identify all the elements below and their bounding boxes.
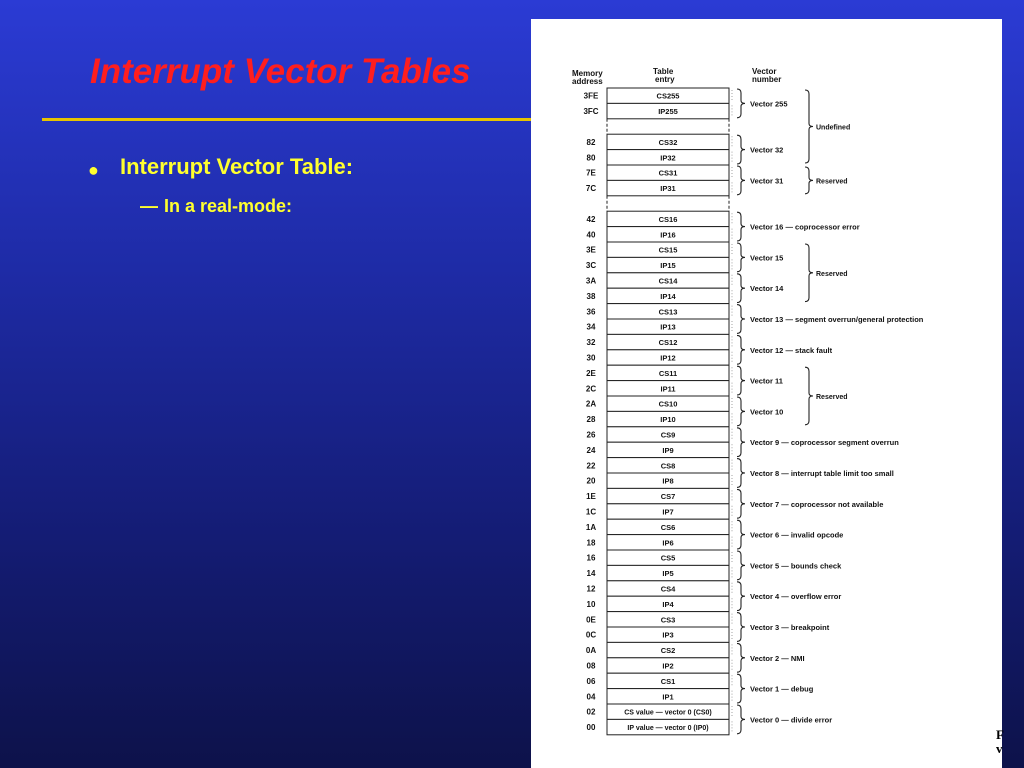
vector-label: Vector 1 — debug bbox=[750, 684, 814, 694]
vector-label: Vector 31 bbox=[750, 176, 784, 186]
memory-address-label: 1C bbox=[585, 507, 597, 517]
vector-label: Vector 11 bbox=[750, 376, 783, 386]
vector-label: Vector 10 bbox=[750, 407, 784, 417]
vector-brace bbox=[737, 459, 745, 488]
sub-bullet-text: In a real-mode: bbox=[164, 196, 293, 216]
memory-address-label: 80 bbox=[586, 153, 596, 163]
table-entry-label: IP2 bbox=[662, 661, 674, 671]
table-entry-label: CS10 bbox=[658, 399, 678, 409]
vector-label: Vector 15 bbox=[750, 253, 784, 263]
vector-label: Vector 2 — NMI bbox=[750, 653, 805, 663]
memory-address-label: 20 bbox=[586, 476, 596, 486]
corner-glyph-1: F bbox=[996, 728, 1004, 742]
memory-address-label: 2E bbox=[586, 368, 596, 378]
memory-address-label: 3A bbox=[585, 276, 597, 286]
memory-address-label: 00 bbox=[586, 723, 596, 733]
vector-brace bbox=[737, 274, 745, 303]
vector-label: Vector 7 — coprocessor not available bbox=[750, 499, 884, 509]
table-entry-label: CS16 bbox=[658, 214, 678, 224]
group-brace bbox=[805, 367, 813, 425]
group-label: Reserved bbox=[816, 394, 848, 401]
vector-brace bbox=[737, 489, 745, 518]
memory-address-label: 82 bbox=[586, 137, 596, 147]
vector-label: Vector 14 bbox=[750, 284, 784, 294]
table-entry-label: IP9 bbox=[662, 445, 674, 455]
table-entry-label: IP32 bbox=[660, 153, 676, 163]
memory-address-label: 36 bbox=[586, 307, 596, 317]
memory-address-label: 24 bbox=[586, 445, 596, 455]
vector-brace bbox=[737, 705, 745, 734]
header-entry-line1: Table bbox=[653, 67, 674, 76]
table-entry-label: IP4 bbox=[662, 599, 674, 609]
table-entry-label: CS1 bbox=[660, 676, 676, 686]
header-memory-line1: Memory bbox=[572, 69, 603, 78]
vector-brace bbox=[737, 212, 745, 241]
vector-brace bbox=[737, 243, 745, 272]
table-entry-label: CS3 bbox=[660, 615, 676, 625]
vector-brace bbox=[737, 305, 745, 334]
vector-brace bbox=[737, 428, 745, 457]
vector-table-diagram bbox=[531, 19, 1002, 768]
vector-brace bbox=[737, 674, 745, 703]
memory-address-label: 32 bbox=[586, 338, 596, 348]
memory-address-label: 30 bbox=[586, 353, 596, 363]
vector-brace bbox=[737, 397, 745, 426]
vector-brace bbox=[737, 643, 745, 672]
vector-brace bbox=[737, 613, 745, 642]
vector-label: Vector 6 — invalid opcode bbox=[750, 530, 844, 540]
table-entry-label: CS14 bbox=[658, 276, 678, 286]
table-entry-label: IP1 bbox=[662, 692, 674, 702]
sub-bullet-dash: — bbox=[140, 196, 158, 216]
memory-address-label: 7E bbox=[586, 168, 596, 178]
vector-table-figure bbox=[531, 19, 1002, 768]
table-entry-label: IP value — vector 0 (IP0) bbox=[627, 725, 709, 733]
memory-address-label: 40 bbox=[586, 230, 596, 240]
group-label: Reserved bbox=[816, 178, 848, 186]
table-entry-label: IP16 bbox=[660, 230, 676, 240]
table-entry-label: IP12 bbox=[660, 353, 676, 363]
vector-label: Vector 12 — stack fault bbox=[750, 345, 833, 355]
table-entry-label: CS4 bbox=[660, 584, 676, 594]
memory-address-label: 0E bbox=[586, 615, 596, 625]
title-underline bbox=[42, 118, 542, 121]
memory-address-label: 14 bbox=[586, 569, 596, 579]
memory-address-label: 28 bbox=[586, 415, 596, 425]
vector-brace bbox=[737, 551, 745, 580]
memory-address-label: 0C bbox=[585, 630, 597, 640]
vector-brace bbox=[737, 135, 745, 164]
vector-brace bbox=[737, 166, 745, 195]
memory-address-label: 02 bbox=[586, 707, 596, 717]
table-entry-label: CS12 bbox=[658, 338, 678, 348]
vector-label: Vector 16 — coprocessor error bbox=[750, 222, 860, 232]
vector-brace bbox=[737, 89, 745, 118]
memory-address-label: 12 bbox=[586, 584, 596, 594]
table-entry-label: IP10 bbox=[660, 415, 676, 425]
memory-address-label: 08 bbox=[586, 661, 596, 671]
header-memory-line2: address bbox=[572, 77, 603, 86]
memory-address-label: 42 bbox=[586, 214, 596, 224]
table-entry-label: CS13 bbox=[658, 307, 678, 317]
vector-label: Vector 4 — overflow error bbox=[750, 592, 842, 602]
table-entry-label: CS11 bbox=[658, 368, 678, 378]
table-entry-label: CS7 bbox=[660, 492, 676, 502]
vector-label: Vector 9 — coprocessor segment overrun bbox=[750, 438, 899, 448]
memory-address-label: 16 bbox=[586, 553, 596, 563]
table-entry-label: CS9 bbox=[660, 430, 676, 440]
memory-address-label: 18 bbox=[586, 538, 596, 548]
vector-label: Vector 3 — breakpoint bbox=[750, 623, 830, 632]
vector-label: Vector 13 — segment overrun/general protection bbox=[750, 315, 924, 324]
memory-address-label: 2C bbox=[585, 384, 597, 394]
vector-label: Vector 0 — divide error bbox=[750, 715, 833, 725]
table-entry-label: IP13 bbox=[660, 322, 676, 332]
memory-address-label: 04 bbox=[586, 692, 596, 702]
table-entry-label: CS255 bbox=[656, 91, 680, 101]
memory-address-label: 22 bbox=[586, 461, 596, 471]
table-entry-label: IP6 bbox=[662, 538, 674, 548]
memory-address-label: 2A bbox=[585, 399, 597, 409]
group-brace bbox=[805, 90, 813, 163]
header-entry-line2: entry bbox=[655, 75, 675, 84]
header-vector-line1: Vector bbox=[752, 67, 777, 76]
table-entry-label: CS31 bbox=[658, 168, 678, 178]
table-entry-label: IP15 bbox=[660, 261, 676, 271]
vector-label: Vector 5 — bounds check bbox=[750, 561, 842, 571]
slide-title: Interrupt Vector Tables bbox=[90, 52, 471, 91]
memory-address-label: 3FC bbox=[583, 107, 599, 117]
bullet-text: Interrupt Vector Table: bbox=[120, 154, 354, 179]
table-entry-label: CS value — vector 0 (CS0) bbox=[624, 709, 712, 717]
vector-brace bbox=[737, 582, 745, 611]
table-entry-label: IP14 bbox=[660, 291, 676, 301]
vector-brace bbox=[737, 520, 745, 549]
table-entry-label: CS2 bbox=[660, 646, 676, 656]
table-entry-label: IP255 bbox=[658, 107, 678, 117]
table-entry-label: IP3 bbox=[662, 630, 674, 640]
vector-label: Vector 255 bbox=[750, 99, 788, 109]
table-entry-label: CS8 bbox=[660, 461, 676, 471]
table-entry-label: IP31 bbox=[660, 184, 676, 194]
vector-brace bbox=[737, 366, 745, 395]
memory-address-label: 10 bbox=[586, 599, 596, 609]
memory-address-label: 7C bbox=[585, 184, 597, 194]
vector-brace bbox=[737, 335, 745, 364]
vector-label: Vector 8 — interrupt table limit too small bbox=[750, 469, 894, 478]
memory-address-label: 34 bbox=[586, 322, 596, 332]
memory-address-label: 3C bbox=[585, 261, 597, 271]
group-label: Undefined bbox=[816, 124, 851, 132]
table-entry-label: IP11 bbox=[660, 384, 676, 394]
memory-address-label: 3E bbox=[586, 245, 596, 255]
table-entry-label: IP5 bbox=[662, 569, 674, 579]
memory-address-label: 1A bbox=[585, 522, 597, 532]
group-label: Reserved bbox=[816, 270, 848, 278]
table-entry-label: CS5 bbox=[660, 553, 676, 563]
cropped-corner-text bbox=[996, 728, 1010, 756]
bullet-dot-icon: ● bbox=[88, 160, 99, 180]
table-entry-label: CS15 bbox=[658, 245, 678, 255]
memory-address-label: 38 bbox=[586, 291, 596, 301]
group-brace bbox=[805, 167, 813, 194]
vector-label: Vector 32 bbox=[750, 145, 784, 155]
table-entry-label: CS6 bbox=[660, 522, 676, 532]
header-vector-line2: number bbox=[752, 75, 782, 84]
memory-address-label: 26 bbox=[586, 430, 596, 440]
table-entry-label: IP7 bbox=[662, 507, 674, 517]
memory-address-label: 06 bbox=[586, 676, 596, 686]
memory-address-label: 3FE bbox=[583, 91, 599, 101]
memory-address-label: 1E bbox=[586, 492, 596, 502]
group-brace bbox=[805, 244, 813, 302]
corner-glyph-2: v bbox=[996, 741, 1003, 756]
memory-address-label: 0A bbox=[585, 646, 597, 656]
table-entry-label: IP8 bbox=[662, 476, 674, 486]
table-entry-label: CS32 bbox=[658, 137, 678, 147]
